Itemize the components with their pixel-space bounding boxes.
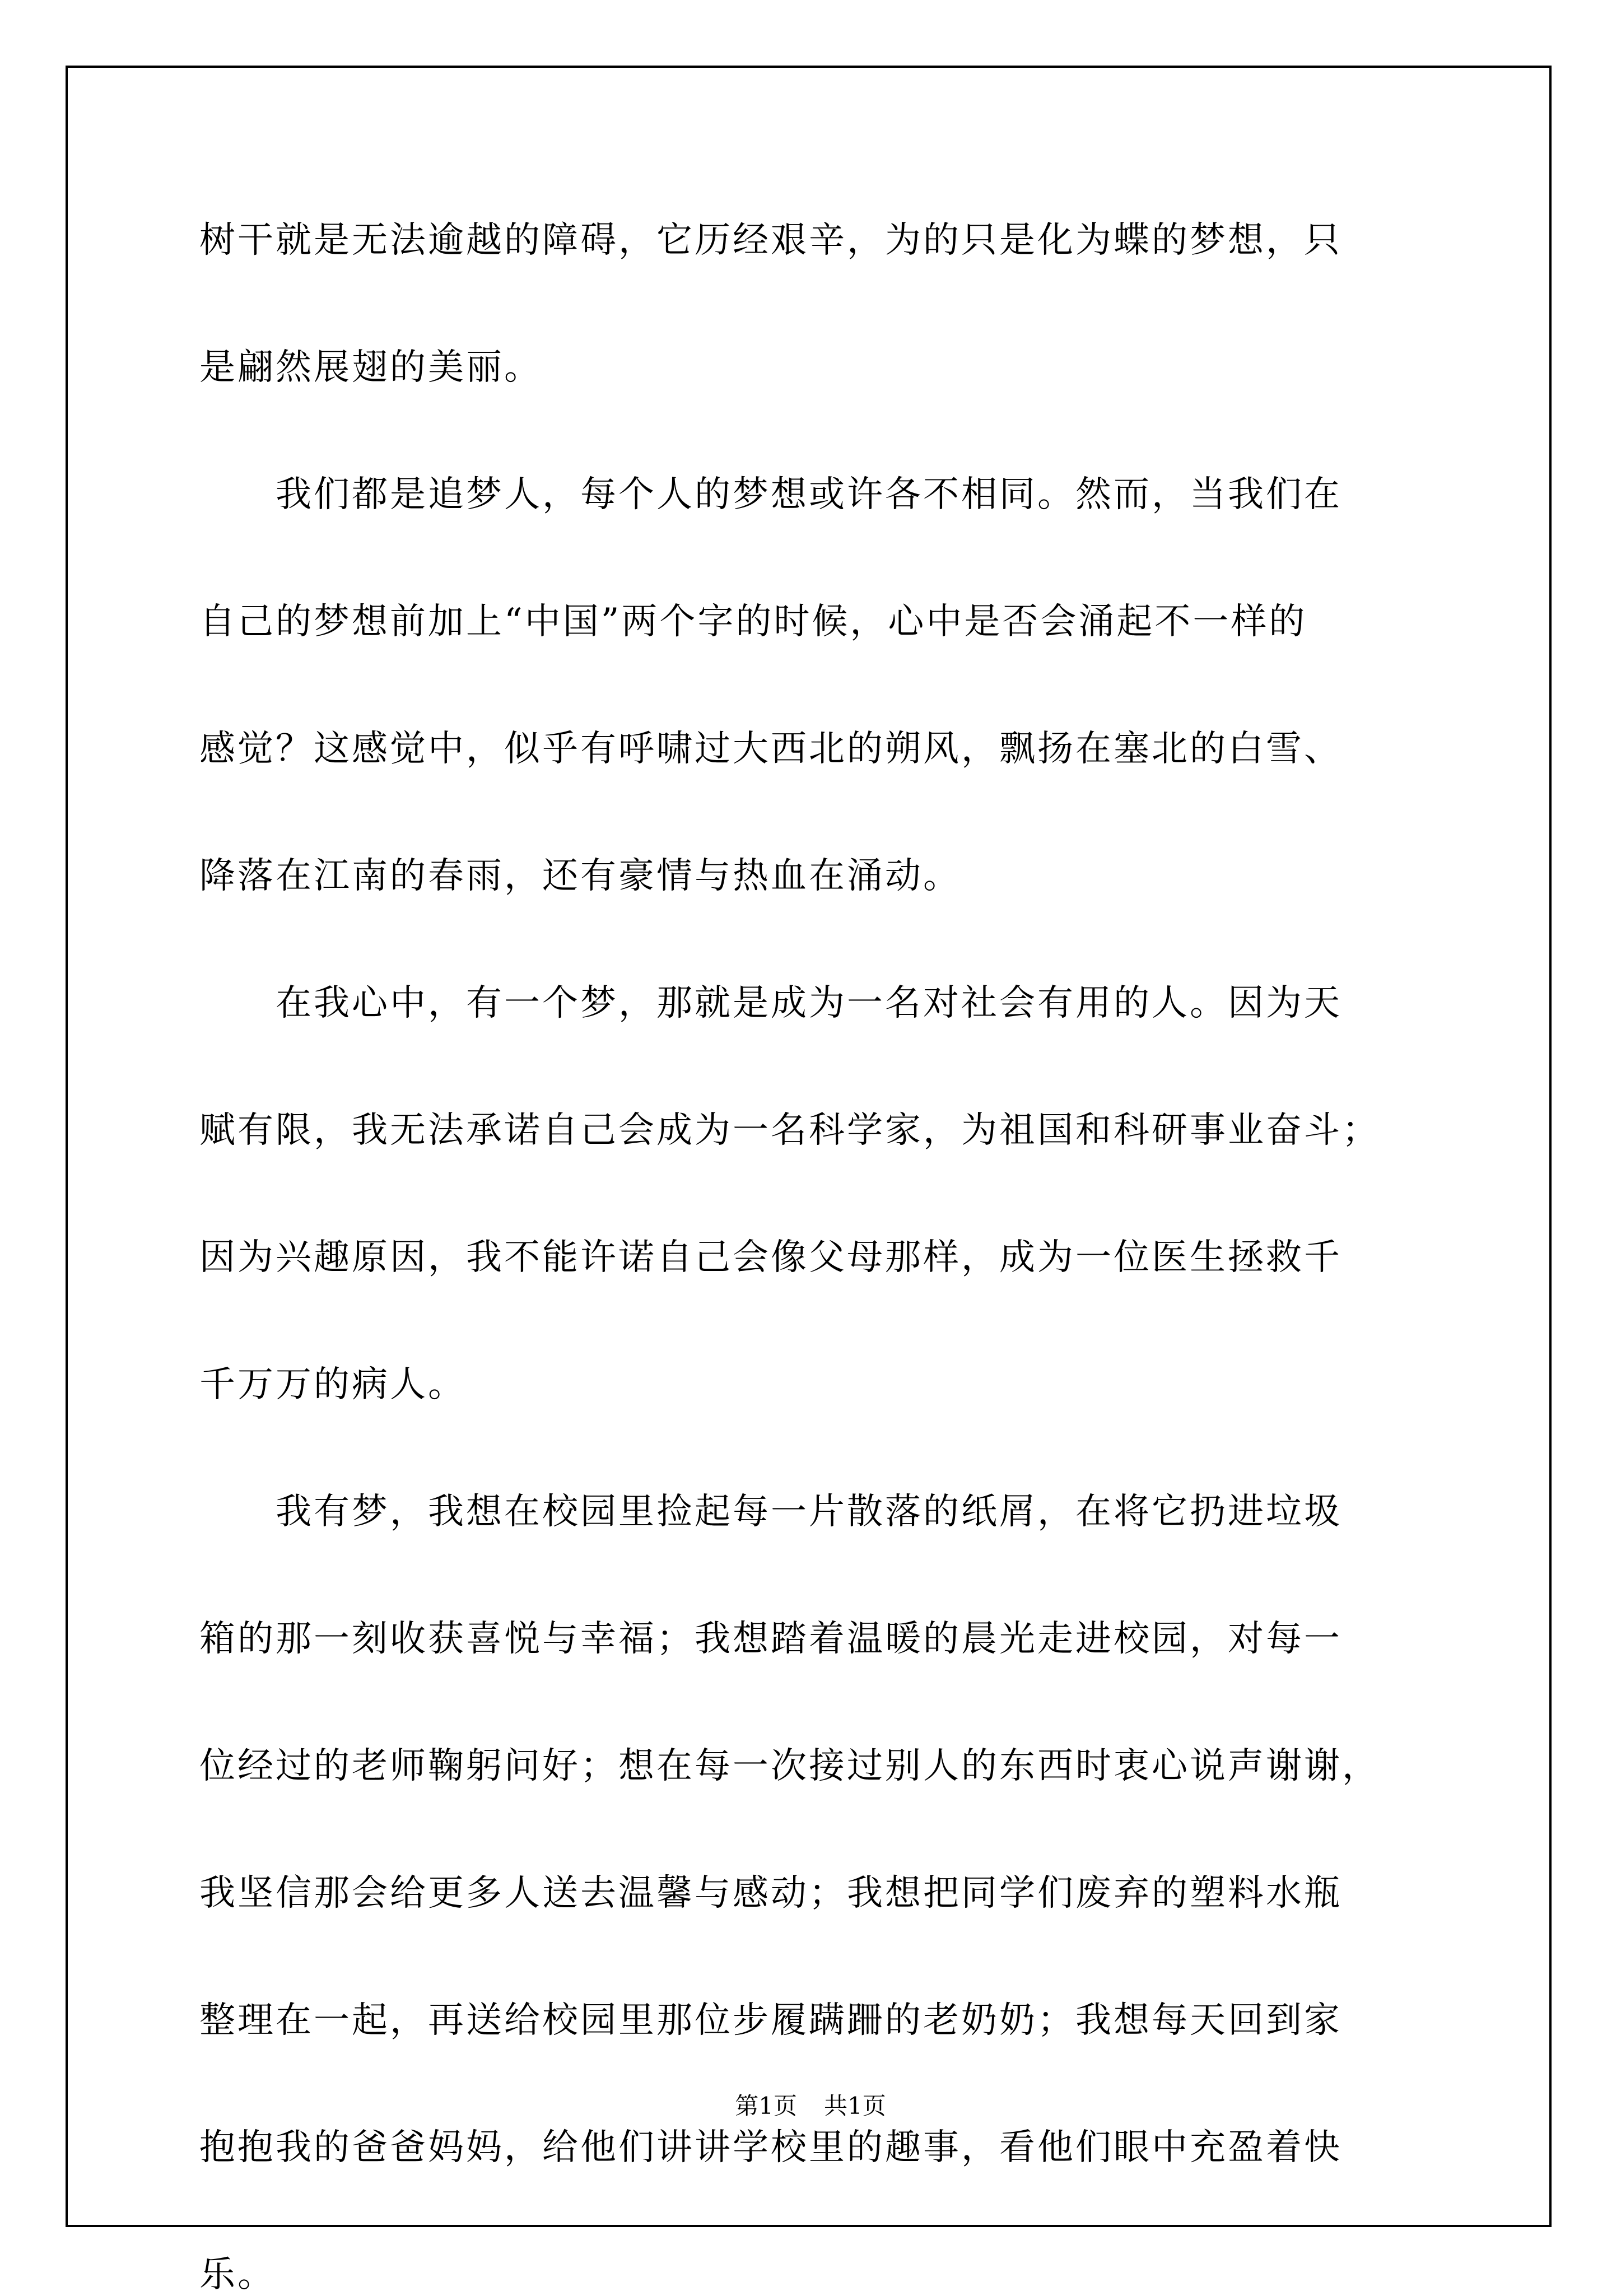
page-footer [0,2092,1621,2120]
text-line: 自己的梦想前加上“中国”两个字的时候，心中是否会涌起不一样的 [199,601,1307,642]
page-total: 共1页 [824,2092,886,2120]
text-line: 抱抱我的爸爸妈妈，给他们讲讲学校里的趣事，看他们眼中充盈着快 [199,2127,1342,2168]
text-line: 是翩然展翅的美丽。 [199,347,542,388]
text-line: 树干就是无法逾越的障碍，它历经艰辛，为的只是化为蝶的梦想，只 [199,220,1342,261]
text-line: 我有梦，我想在校园里捡起每一片散落的纸屑，在将它扔进垃圾 [199,1491,1342,1533]
text-line: 降落在江南的春雨，还有豪情与热血在涌动。 [199,855,961,897]
text-line: 赋有限，我无法承诺自己会成为一名科学家，为祖国和科研事业奋斗； [199,1110,1380,1151]
document-body [199,220,1432,2296]
text-line: 整理在一起，再送给校园里那位步履蹒跚的老奶奶；我想每天回到家 [199,2000,1342,2041]
text-line: 我们都是追梦人，每个人的梦想或许各不相同。然而，当我们在 [199,474,1342,515]
text-line: 千万万的病人。 [199,1364,466,1405]
text-line: 在我心中，有一个梦，那就是成为一名对社会有用的人。因为天 [199,982,1342,1024]
text-line: 我坚信那会给更多人送去温馨与感动；我想把同学们废弃的塑料水瓶 [199,1873,1342,1914]
text-line: 因为兴趣原因，我不能许诺自己会像父母那样，成为一位医生拯救千 [199,1237,1342,1278]
text-line: 乐。 [199,2254,276,2295]
text-line: 位经过的老师鞠躬问好；想在每一次接过别人的东西时衷心说声谢谢， [199,1745,1380,1787]
text-line: 感觉？这感觉中，似乎有呼啸过大西北的朔风，飘扬在塞北的白雪、 [199,728,1342,770]
text-line: 箱的那一刻收获喜悦与幸福；我想踏着温暖的晨光走进校园，对每一 [199,1618,1342,1660]
page-number: 第1页 [735,2092,797,2120]
